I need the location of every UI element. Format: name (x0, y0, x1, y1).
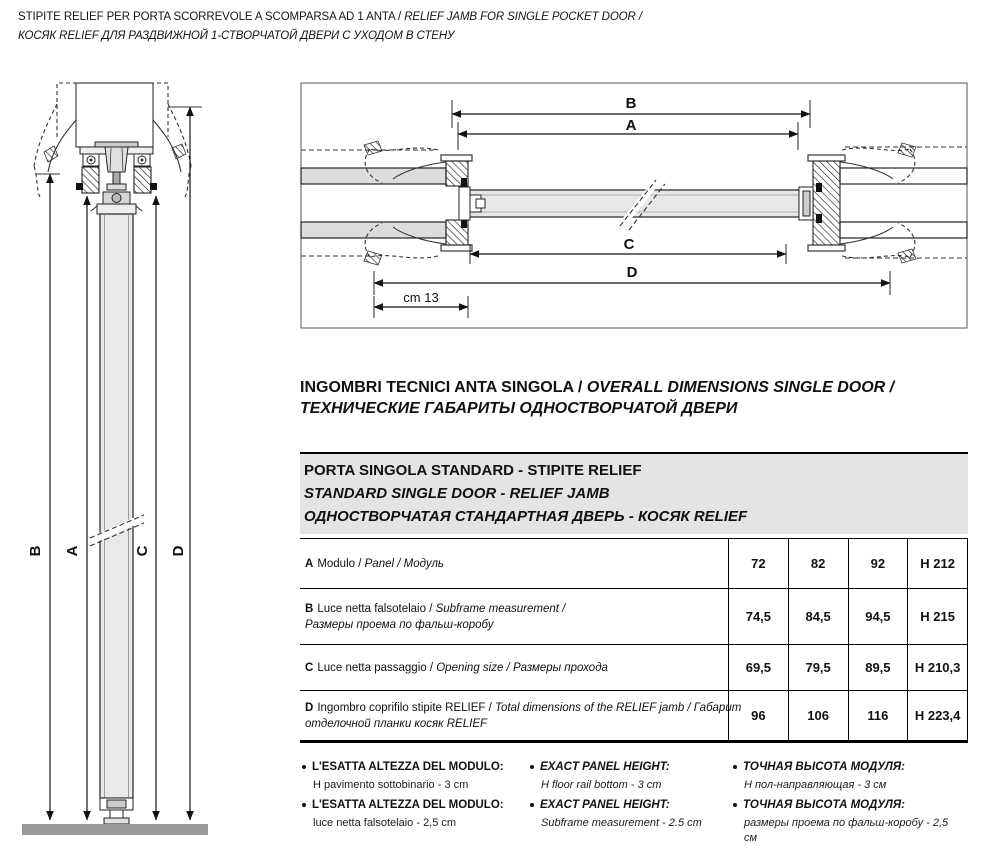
table-title-line2: STANDARD SINGLE DOOR - RELIEF JAMB (304, 485, 610, 502)
table-row (300, 690, 967, 740)
document-header (18, 8, 642, 46)
header-line2: КОСЯК RELIEF ДЛЯ РАЗДВИЖНОЙ 1-СТВОРЧАТОЙ ДВЕРИ С УХОДОМ В СТЕНУ (18, 30, 455, 42)
section-heading-line1-regular: INGOMBRI TECNICI ANTA SINGOLA / (300, 379, 587, 396)
value-cell: 69,5 (728, 645, 788, 690)
note-title: EXACT PANEL HEIGHT: (530, 760, 760, 775)
note-title: EXACT PANEL HEIGHT: (530, 798, 760, 813)
bullet-icon (302, 803, 306, 807)
value-cell: H 223,4 (907, 691, 967, 740)
note-detail: Н пол-направляющая - 3 см (744, 779, 887, 791)
bullet-icon (530, 803, 534, 807)
notes-column-italian (302, 760, 532, 836)
note-detail: luce netta falsotelaio - 2,5 cm (313, 817, 457, 829)
section-heading (300, 377, 894, 419)
dimension-table (300, 538, 968, 743)
note-detail: Subframe measurement - 2.5 cm (541, 817, 702, 829)
plan-dim-label-b: B (625, 95, 637, 112)
plan-dim-label-d: D (626, 264, 638, 281)
header-line1-italic: RELIEF JAMB FOR SINGLE POCKET DOOR / (404, 11, 642, 23)
notes-column-english (530, 760, 760, 836)
section-heading-line1 (300, 377, 894, 398)
plan-dim-label-c: C (623, 236, 635, 253)
side-dim-label-d: D (170, 545, 187, 557)
value-cell: 106 (788, 691, 848, 740)
bullet-icon (302, 765, 306, 769)
pocket-depth-label: cm 13 (403, 290, 439, 305)
row-label: C Luce netta passaggio / Opening size / Размеры прохода (305, 661, 608, 674)
value-cell: H 215 (907, 589, 967, 644)
header-line1 (18, 8, 642, 27)
note-detail: H floor rail bottom - 3 cm (541, 779, 662, 791)
plan-dim-label-a: A (625, 117, 637, 134)
notes-column-russian (733, 760, 963, 851)
row-label: B Luce netta falsotelaio / Subframe measurement / Размеры проема по фальш-коробу (305, 602, 566, 631)
value-cell: 84,5 (788, 589, 848, 644)
value-cell: 116 (848, 691, 908, 740)
header-line1-regular: STIPITE RELIEF PER PORTA SCORREVOLE A SCOMPARSA AD 1 ANTA / (18, 11, 405, 23)
note-title: ТОЧНАЯ ВЫСОТА МОДУЛЯ: (733, 798, 963, 813)
row-key: D (305, 701, 314, 714)
table-title-line1: PORTA SINGOLA STANDARD - STIPITE RELIEF (304, 462, 642, 479)
side-dim-label-b: B (27, 545, 44, 557)
value-cell: 79,5 (788, 645, 848, 690)
plan-section-diagram (296, 78, 976, 334)
value-cell: 82 (788, 539, 848, 588)
value-cell: 89,5 (848, 645, 908, 690)
side-section-diagram (15, 65, 230, 848)
value-cell: 96 (728, 691, 788, 740)
note-title: L'ESATTA ALTEZZA DEL MODULO: (302, 798, 532, 813)
value-cell: 74,5 (728, 589, 788, 644)
value-cell: 94,5 (848, 589, 908, 644)
section-heading-line2: ТЕХНИЧЕСКИЕ ГАБАРИТЫ ОДНОСТВОРЧАТОЙ ДВЕРИ (300, 400, 738, 417)
bullet-icon (733, 803, 737, 807)
note-title: L'ESATTA ALTEZZA DEL MODULO: (302, 760, 532, 775)
table-row (300, 539, 967, 588)
side-dim-label-a: A (64, 545, 81, 557)
table-title-line3: ОДНОСТВОРЧАТАЯ СТАНДАРТНАЯ ДВЕРЬ - КОСЯК RELIEF (304, 508, 748, 525)
side-dim-label-c: C (134, 545, 151, 557)
pocket-cavity-outline (57, 83, 168, 147)
value-cell: 72 (728, 539, 788, 588)
row-label: A Modulo / Panel / Модуль (305, 557, 444, 570)
floor-rail-detail (100, 798, 133, 824)
note-detail: H pavimento sottobinario - 3 cm (313, 779, 469, 791)
floor-bar (22, 824, 208, 835)
note-detail: размеры проема по фальш-коробу - 2,5 см (744, 817, 949, 844)
note-title: ТОЧНАЯ ВЫСОТА МОДУЛЯ: (733, 760, 963, 775)
table-row (300, 644, 967, 690)
value-cell: 92 (848, 539, 908, 588)
row-key: B (305, 602, 314, 615)
table-title-block (300, 452, 968, 534)
bullet-icon (530, 765, 534, 769)
row-key: A (305, 557, 314, 570)
bullet-icon (733, 765, 737, 769)
value-cell: H 210,3 (907, 645, 967, 690)
row-key: C (305, 661, 314, 674)
section-heading-line1-italic: OVERALL DIMENSIONS SINGLE DOOR / (586, 379, 895, 396)
door-panel-section (100, 214, 133, 798)
value-cell: H 212 (907, 539, 967, 588)
row-label: D Ingombro coprifilo stipite RELIEF / Total dimensions of the RELIEF jamb / Габарит отделочной планки косяк RELIEF (305, 701, 742, 730)
table-row (300, 588, 967, 644)
